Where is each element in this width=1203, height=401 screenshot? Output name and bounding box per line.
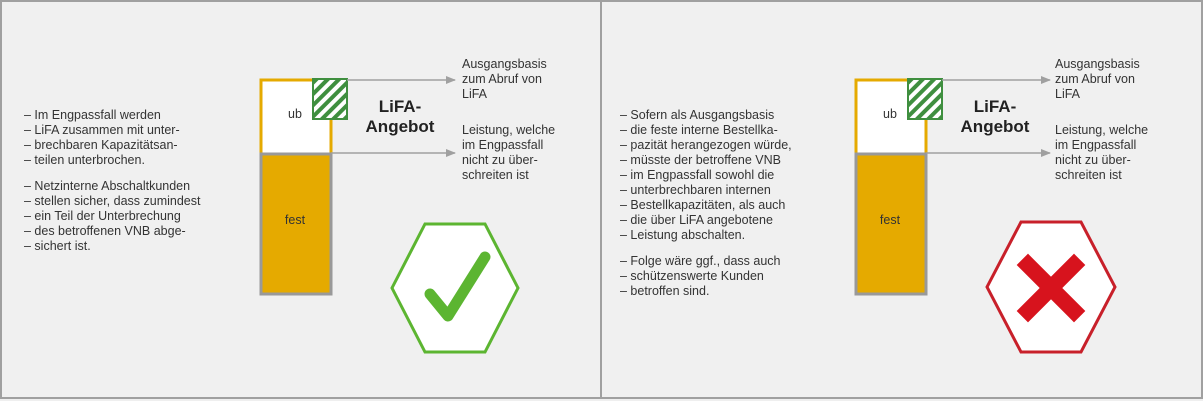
bullet-line: – die über LiFA angebotene	[620, 213, 773, 227]
bullet-line: – des betroffenen VNB abge-	[24, 224, 186, 238]
right-arrow-mid-label: Leistung, welche im Engpassfall nicht zu über- schreiten ist	[1055, 123, 1149, 182]
right-arrow-top-label: Ausgangsbasis zum Abruf von LiFA	[1055, 57, 1140, 101]
bullet-line: – teilen unterbrochen.	[24, 153, 145, 167]
bullet-line: – Bestellkapazitäten, als auch	[620, 198, 786, 212]
right-fest-label: fest	[879, 213, 901, 227]
left-ub-label: ub	[288, 107, 302, 121]
cross-icon	[985, 220, 1117, 354]
bullet-line: – pazität herangezogen würde,	[620, 138, 792, 152]
left-bullet-list	[24, 108, 200, 254]
left-arrow-mid-label: Leistung, welche im Engpassfall nicht zu über- schreiten ist	[462, 123, 556, 182]
bullet-line: – im Engpassfall sowohl die	[620, 168, 775, 182]
bullet-line: – Im Engpassfall werden	[24, 108, 161, 122]
left-arrow-top-label: Ausgangsbasis zum Abruf von LiFA	[462, 57, 547, 101]
bullet-line: – ein Teil der Unterbrechung	[24, 209, 181, 223]
bullet-line: – die feste interne Bestellka-	[620, 123, 778, 137]
bullet-line: – stellen sicher, dass zumindest	[24, 194, 201, 208]
bullet-line: – müsste der betroffene VNB	[620, 153, 781, 167]
right-ub-label: ub	[883, 107, 897, 121]
left-fest-label: fest	[284, 213, 306, 227]
bullet-gap	[24, 168, 200, 179]
bullet-line: – Leistung abschalten.	[620, 228, 746, 242]
checkmark-icon	[390, 222, 520, 354]
bullet-gap	[620, 243, 792, 254]
bullet-line: – brechbaren Kapazitätsan-	[24, 138, 178, 152]
bullet-line: – sichert ist.	[24, 239, 91, 253]
right-offer-label: LiFA- Angebot	[960, 97, 1030, 136]
bullet-line: – Sofern als Ausgangsbasis	[620, 108, 775, 122]
left-offer-label: LiFA- Angebot	[365, 97, 435, 136]
bullet-line: – betroffen sind.	[620, 284, 710, 298]
bullet-line: – Netzinterne Abschaltkunden	[24, 179, 191, 193]
bullet-line: – unterbrechbaren internen	[620, 183, 771, 197]
bullet-line: – schützenswerte Kunden	[620, 269, 764, 283]
bullet-line: – LiFA zusammen mit unter-	[24, 123, 180, 137]
bullet-line: – Folge wäre ggf., dass auch	[620, 254, 781, 268]
right-bullet-list	[620, 108, 792, 299]
